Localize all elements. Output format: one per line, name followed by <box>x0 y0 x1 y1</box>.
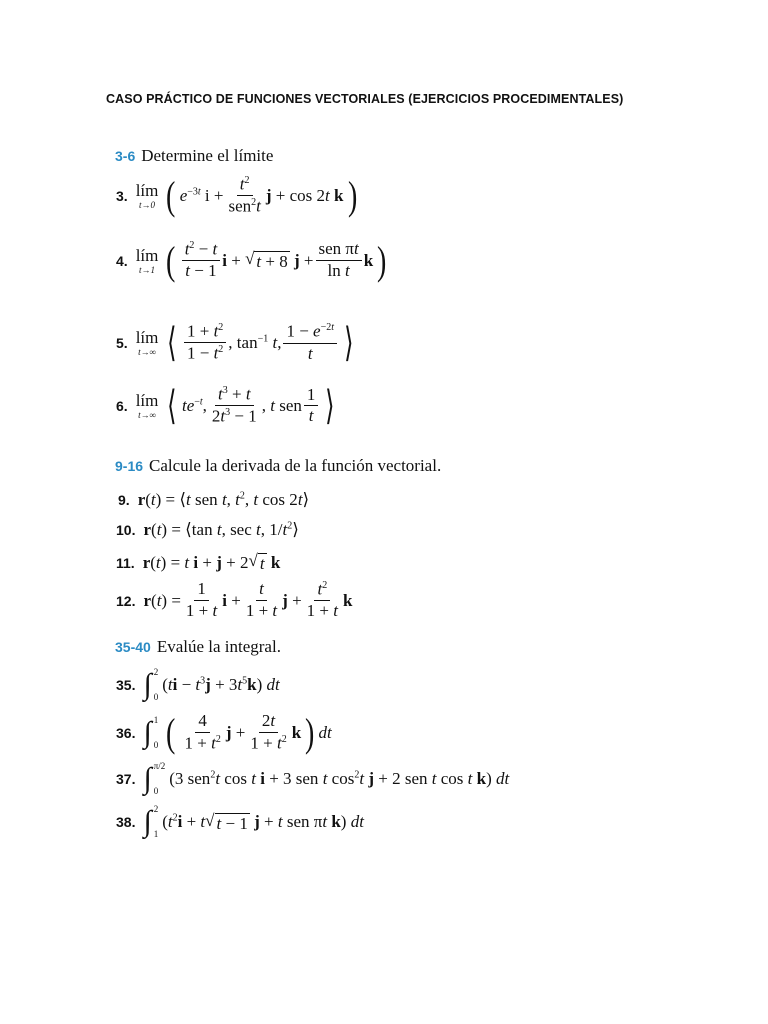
term: ($t^2i + t$ <box>162 812 206 831</box>
exercise-number: 12. <box>116 592 136 609</box>
expression: $(ti - t^3j + 3t^5k)$ dt <box>162 675 280 694</box>
fraction: $\frac{t^2}{1 + t}$ <box>306 579 338 621</box>
exercise-12 <box>116 580 352 621</box>
open-angle: ⟨ <box>167 382 177 428</box>
integral-limits: 2 1 <box>153 804 159 839</box>
section-heading-limits <box>115 146 273 166</box>
limit-operator: lím t→∞ <box>135 390 159 420</box>
fraction: $\frac{1 - e^{-2t}}{t}$ <box>283 322 337 363</box>
exercise-number: 35. <box>116 677 136 693</box>
exercise-5 <box>116 319 359 365</box>
integral-sign: ∫ <box>143 668 152 701</box>
term: , $\tan^{-1} t$, <box>228 332 282 352</box>
exercise-number: 9. <box>118 492 130 508</box>
fraction: $\frac{1}{1 + t}$ <box>185 579 218 621</box>
term: k <box>291 722 302 742</box>
exercise-10 <box>116 520 299 540</box>
open-paren: ( <box>166 172 176 218</box>
limit-operator: lím t→1 <box>135 245 159 275</box>
term: i + <box>222 250 246 270</box>
limit-operator: lím t→0 <box>135 180 159 210</box>
open-paren: ( <box>166 709 176 755</box>
term: j + cos 2t k <box>265 185 344 205</box>
term: j + <box>225 722 246 742</box>
term: k <box>363 250 374 270</box>
term: j + <box>294 250 314 270</box>
exercise-number: 6. <box>116 397 128 414</box>
square-root: √ t − 1 <box>205 810 248 833</box>
exercise-4 <box>116 237 391 283</box>
close-paren: ) <box>377 237 387 283</box>
term: j + t sen πt k) dt <box>254 812 364 831</box>
exercise-37 <box>116 762 509 796</box>
fraction: $\frac{t}{1 + t}$ <box>245 579 278 621</box>
fraction: $\frac{2t}{1 + t^2}$ <box>250 711 287 753</box>
term: k <box>343 590 353 610</box>
exercise-35 <box>116 668 280 702</box>
section-instruction: Evalúe la integral. <box>156 637 281 656</box>
term: $te^{-t}$, <box>181 395 207 415</box>
term: k <box>270 552 281 572</box>
term: dt <box>318 722 332 742</box>
limit-operator: lím t→∞ <box>135 327 159 357</box>
integral-sign: ∫ <box>143 805 152 838</box>
section-instruction: Determine el límite <box>141 146 274 165</box>
exercise-number: 36. <box>116 724 136 741</box>
expression: (3 sen$^2$t cos t i + 3 sen t $\cos^2t$ j + 2 sen t cos t k) dt <box>169 769 510 788</box>
section-instruction: Calcule la derivada de la función vectorial. <box>149 456 442 475</box>
fraction: $\frac{\text{sen πt}}{\text{ln t}}$ <box>316 240 362 280</box>
close-angle: ⟩ <box>344 319 354 365</box>
integral-limits: π/2 0 <box>153 761 166 796</box>
exercise-number: 5. <box>116 334 128 351</box>
exercise-number: 4. <box>116 252 128 269</box>
term: , t sen <box>261 395 302 415</box>
exercise-38 <box>116 805 364 839</box>
section-range: 3-6 <box>115 148 136 164</box>
section-range: 35-40 <box>115 639 151 655</box>
expression: r(t) = ⟨tan t, sec t, $1/t^2⟩$ <box>143 520 299 539</box>
integral-sign: ∫ <box>143 762 152 795</box>
exercise-11 <box>116 551 280 574</box>
section-heading-derivatives <box>115 456 441 476</box>
section-range: 9-16 <box>115 458 144 474</box>
integral-limits: 2 0 <box>153 667 159 702</box>
square-root: √ t <box>248 551 265 573</box>
fraction: $\frac{t^2}{sen^2t}$ <box>228 174 261 216</box>
close-paren: ) <box>305 709 315 755</box>
section-heading-integrals <box>115 637 281 657</box>
expression: r(t) = ⟨t sen t, $t^2$, t cos 2t⟩ <box>137 490 310 509</box>
exercise-number: 38. <box>116 814 136 830</box>
page-title: CASO PRÁCTICO DE FUNCIONES VECTORIALES (EJERCICIOS PROCEDIMENTALES) <box>106 92 624 106</box>
fraction: $\frac{4}{1 + t^2}$ <box>184 711 221 753</box>
exercise-6 <box>116 382 340 428</box>
term: j + <box>282 590 302 610</box>
square-root: √ t + 8 <box>245 249 288 272</box>
fraction: $\frac{1}{t}$ <box>304 386 319 426</box>
exercise-9 <box>118 490 309 510</box>
expression: r(t) = t i + j + 2 <box>142 552 249 572</box>
fraction: $\frac{t^3 + t}{2t^3 - 1}$ <box>211 384 257 426</box>
exercise-36 <box>116 709 332 755</box>
exercise-number: 11. <box>116 554 135 571</box>
exercise-number: 37. <box>116 771 136 787</box>
fraction: $\frac{1 + t^2}{1 - t^2}$ <box>184 322 226 364</box>
term: r(t) = <box>143 590 181 610</box>
term: i + <box>222 590 241 610</box>
close-angle: ⟩ <box>325 382 335 428</box>
exercise-3 <box>116 172 361 218</box>
open-paren: ( <box>166 237 176 283</box>
close-paren: ) <box>347 172 357 218</box>
exercise-number: 3. <box>116 187 128 204</box>
integral-sign: ∫ <box>143 715 152 749</box>
term: $e^{-3t}$ i + <box>179 185 224 205</box>
open-angle: ⟨ <box>167 319 177 365</box>
exercise-number: 10. <box>116 522 136 538</box>
fraction: $\frac{t^2 - t}{t - 1}$ <box>182 240 221 281</box>
integral-limits: 1 0 <box>153 714 159 750</box>
